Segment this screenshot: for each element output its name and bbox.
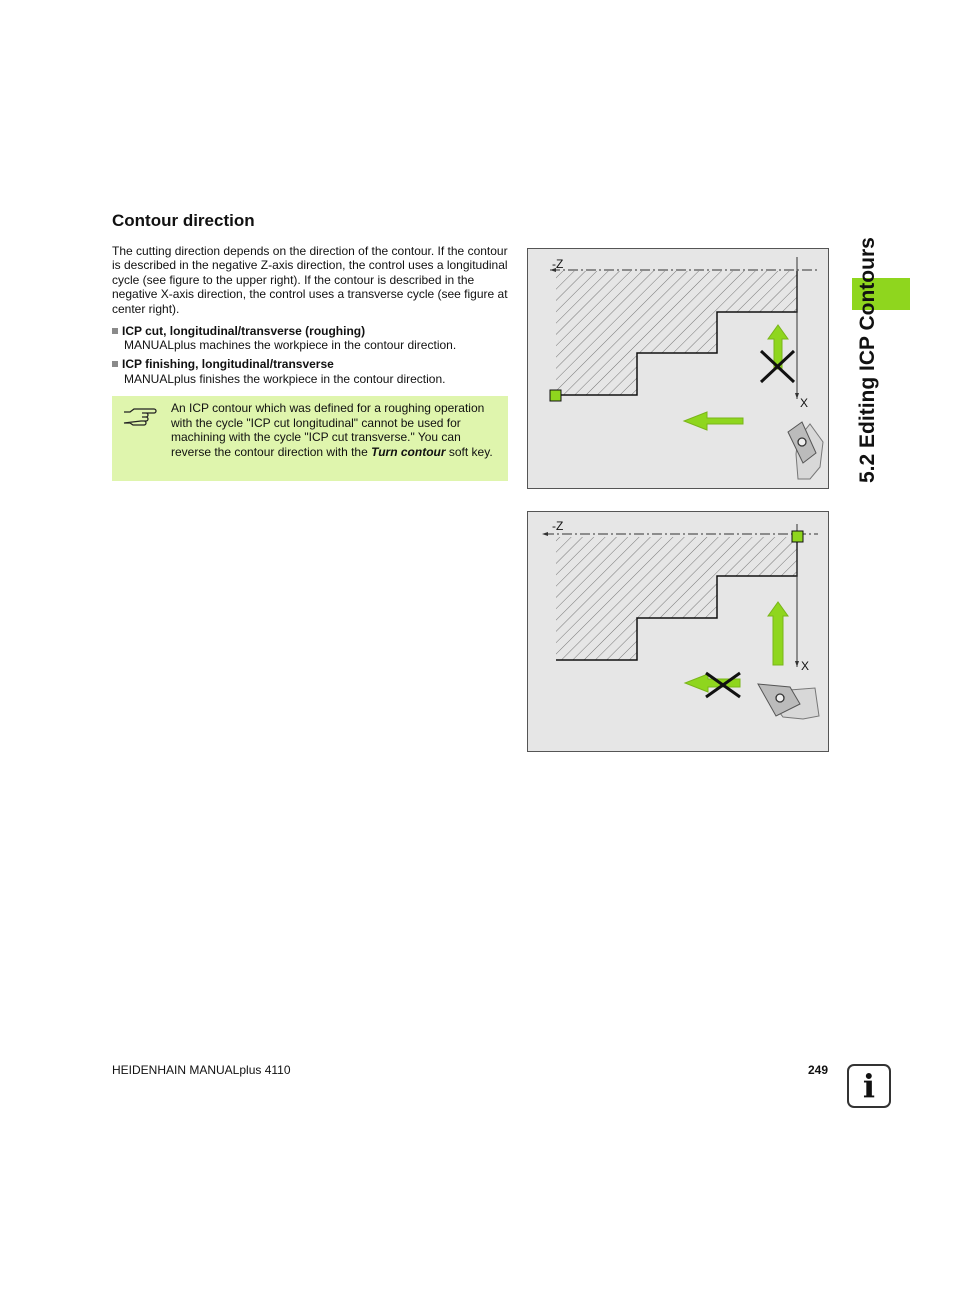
axis-z-label: -Z — [552, 257, 564, 271]
axis-x-label: X — [801, 659, 810, 673]
note-text: An ICP contour which was defined for a roughing operation with the cycle "ICP cut longitudinal" cannot be used for machining with the cycle "ICP cut transverse." You can reverse the contour direction with the Turn contour soft key. — [171, 401, 493, 459]
contour-start-point — [792, 531, 803, 542]
axis-x-label: X — [800, 396, 809, 410]
bullet-heading: ICP cut, longitudinal/transverse (roughing) — [122, 324, 366, 338]
softkey-name: Turn contour — [371, 444, 446, 459]
info-icon: i — [847, 1064, 891, 1108]
figure-transverse-cycle — [527, 511, 829, 752]
figure-drawing — [528, 249, 828, 488]
bullet-square-icon — [112, 328, 118, 334]
figure-drawing — [528, 512, 828, 751]
list-item — [112, 324, 508, 353]
chapter-side-title: 5.2 Editing ICP Contours — [856, 237, 879, 483]
bullet-heading: ICP finishing, longitudinal/transverse — [122, 357, 334, 372]
figure-longitudinal-cycle — [527, 248, 829, 489]
bullet-body: MANUALplus machines the workpiece in the contour direction. — [124, 338, 457, 353]
section-title: Contour direction — [112, 211, 255, 230]
list-item — [112, 357, 508, 386]
intro-paragraph: The cutting direction depends on the direction of the contour. If the contour is described in the negative Z-axis direction, the control uses a longitudinal cycle (see figure to the upper right). If the contour is described in the negative X-axis direction, the control uses a transverse cycle (see figure at center right). — [112, 244, 508, 316]
bullet-square-icon — [112, 361, 118, 367]
bullet-list — [112, 324, 508, 391]
bullet-body: MANUALplus finishes the workpiece in the contour direction. — [124, 371, 446, 386]
contour-start-point — [550, 390, 561, 401]
note-box — [112, 396, 508, 481]
pointing-hand-icon — [122, 404, 158, 426]
footer-manual-title: HEIDENHAIN MANUALplus 4110 — [112, 1063, 291, 1077]
axis-z-label: -Z — [552, 519, 564, 533]
page-number: 249 — [808, 1063, 829, 1077]
